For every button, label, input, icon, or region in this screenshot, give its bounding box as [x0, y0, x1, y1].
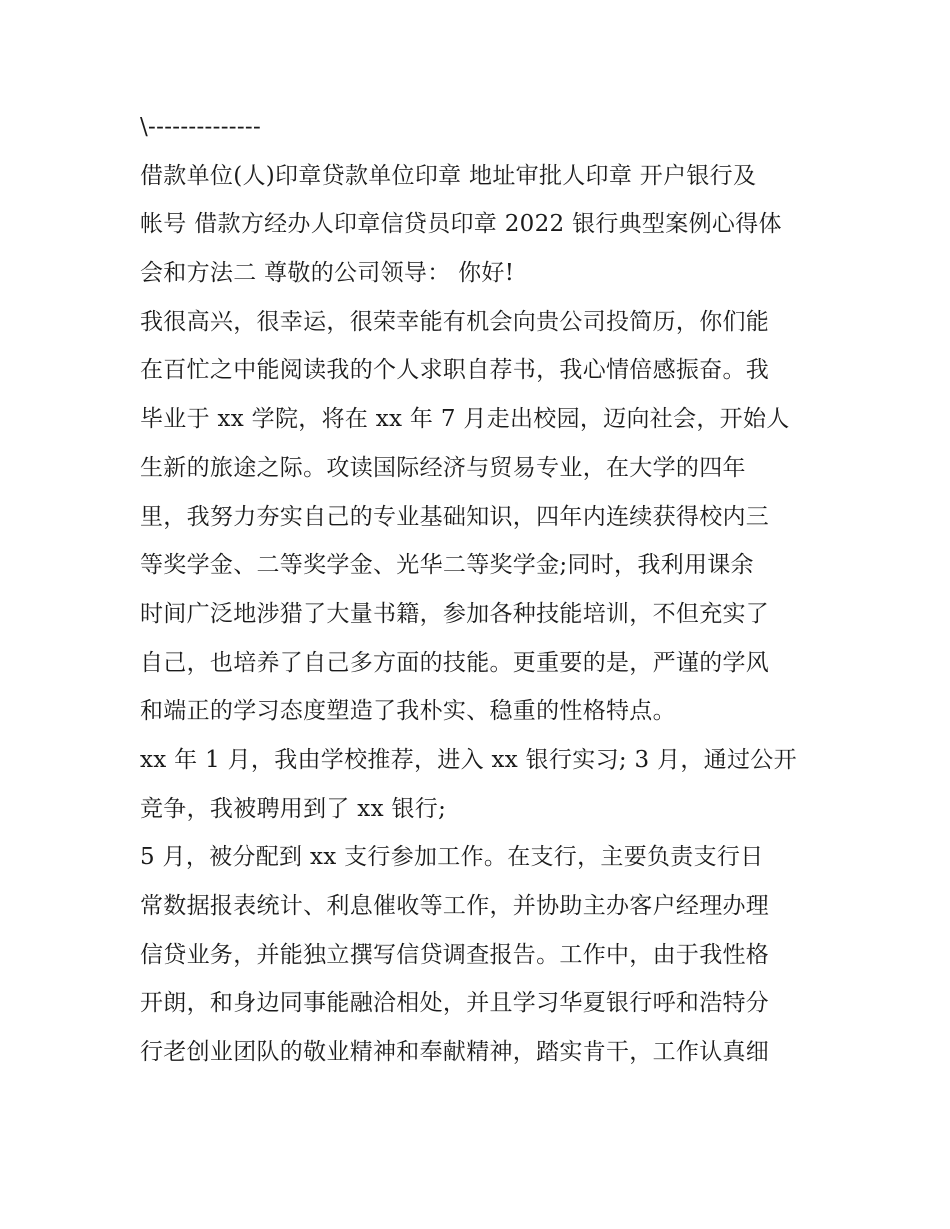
text-line: 竞争，我被聘用到了 xx 银行;	[140, 795, 447, 822]
text-line: 我很高兴，很幸运，很荣幸能有机会向贵公司投简历，你们能	[140, 308, 770, 335]
text-line: 生新的旅途之际。攻读国际经济与贸易专业，在大学的四年	[140, 454, 746, 481]
text-line: 行老创业团队的敬业精神和奉献精神，踏实肯干，工作认真细	[140, 1039, 770, 1066]
text-line: \--------------	[140, 114, 262, 140]
text-line: 会和方法二 尊敬的公司领导： 你好!	[140, 260, 515, 287]
document-body	[140, 103, 820, 1077]
text-line: 常数据报表统计、利息催收等工作，并协助主办客户经理办理	[140, 893, 770, 919]
text-line: 5 月，被分配到 xx 支行参加工作。在支行，主要负责支行日	[140, 844, 764, 871]
text-line: 帐号 借款方经办人印章信贷员印章 2022 银行典型案例心得体	[140, 211, 782, 238]
text-line: 信贷业务，并能独立撰写信贷调查报告。工作中，由于我性格	[140, 941, 770, 968]
text-line: 毕业于 xx 学院，将在 xx 年 7 月走出校园，迈向社会，开始人	[140, 406, 790, 433]
text-line: 在百忙之中能阅读我的个人求职自荐书，我心情倍感振奋。我	[140, 357, 770, 384]
text-line: 借款单位(人)印章贷款单位印章 地址审批人印章 开户银行及	[140, 162, 757, 189]
text-line: 等奖学金、二等奖学金、光华二等奖学金;同时，我利用课余	[140, 552, 754, 579]
text-line: 时间广泛地涉猎了大量书籍，参加各种技能培训，不但充实了	[140, 600, 770, 627]
text-line: 开朗，和身边同事能融洽相处，并且学习华夏银行呼和浩特分	[140, 990, 770, 1017]
text-line: 自己，也培养了自己多方面的技能。更重要的是，严谨的学风	[140, 649, 770, 676]
text-line: 和端正的学习态度塑造了我朴实、稳重的性格特点。	[140, 698, 676, 725]
text-line: 里，我努力夯实自己的专业基础知识，四年内连续获得校内三	[140, 503, 770, 530]
text-line: xx 年 1 月，我由学校推荐，进入 xx 银行实习; 3 月，通过公开	[140, 746, 797, 773]
